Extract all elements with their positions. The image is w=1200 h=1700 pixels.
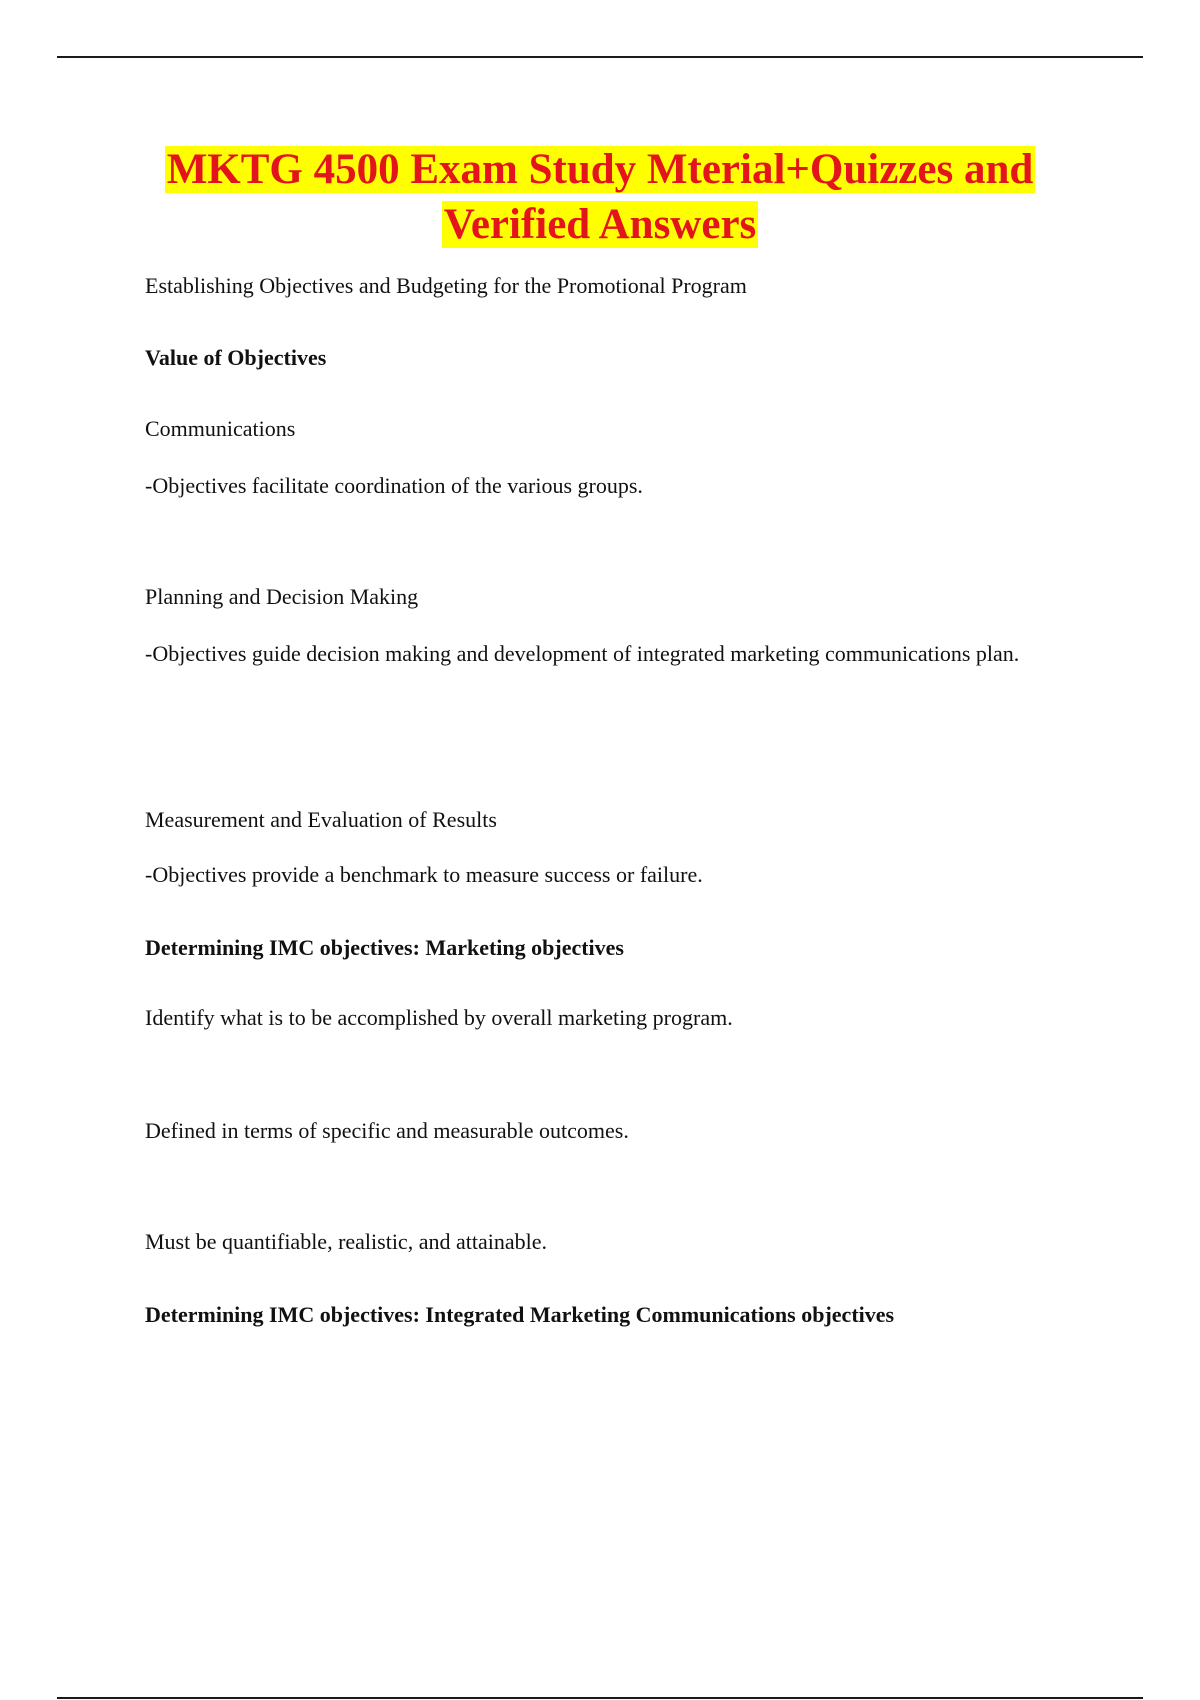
planning-detail: -Objectives guide decision making and development of integrated marketing communications plan. bbox=[145, 641, 1020, 666]
section-heading-value-of-objectives: Value of Objectives bbox=[145, 345, 327, 370]
measurement-detail: -Objectives provide a benchmark to measure success or failure. bbox=[145, 862, 703, 887]
header-rule bbox=[57, 56, 1143, 58]
section-heading-marketing-objectives: Determining IMC objectives: Marketing objectives bbox=[145, 935, 624, 960]
marketing-objectives-point-3: Must be quantifiable, realistic, and attainable. bbox=[145, 1229, 547, 1254]
marketing-objectives-point-2: Defined in terms of specific and measurable outcomes. bbox=[145, 1118, 629, 1143]
intro-paragraph: Establishing Objectives and Budgeting for the Promotional Program bbox=[145, 273, 747, 298]
footer-rule bbox=[57, 1697, 1143, 1699]
document-title bbox=[100, 142, 1100, 252]
marketing-objectives-point-1: Identify what is to be accomplished by overall marketing program. bbox=[145, 1005, 733, 1030]
subheading-measurement: Measurement and Evaluation of Results bbox=[145, 807, 497, 832]
subheading-communications: Communications bbox=[145, 416, 296, 441]
section-heading-imc-objectives: Determining IMC objectives: Integrated Marketing Communications objectives bbox=[145, 1302, 895, 1327]
subheading-planning: Planning and Decision Making bbox=[145, 584, 419, 609]
communications-detail: -Objectives facilitate coordination of the various groups. bbox=[145, 473, 643, 498]
title-line-1: MKTG 4500 Exam Study Mterial+Quizzes and bbox=[166, 146, 1034, 193]
title-line-2: Verified Answers bbox=[443, 201, 757, 248]
